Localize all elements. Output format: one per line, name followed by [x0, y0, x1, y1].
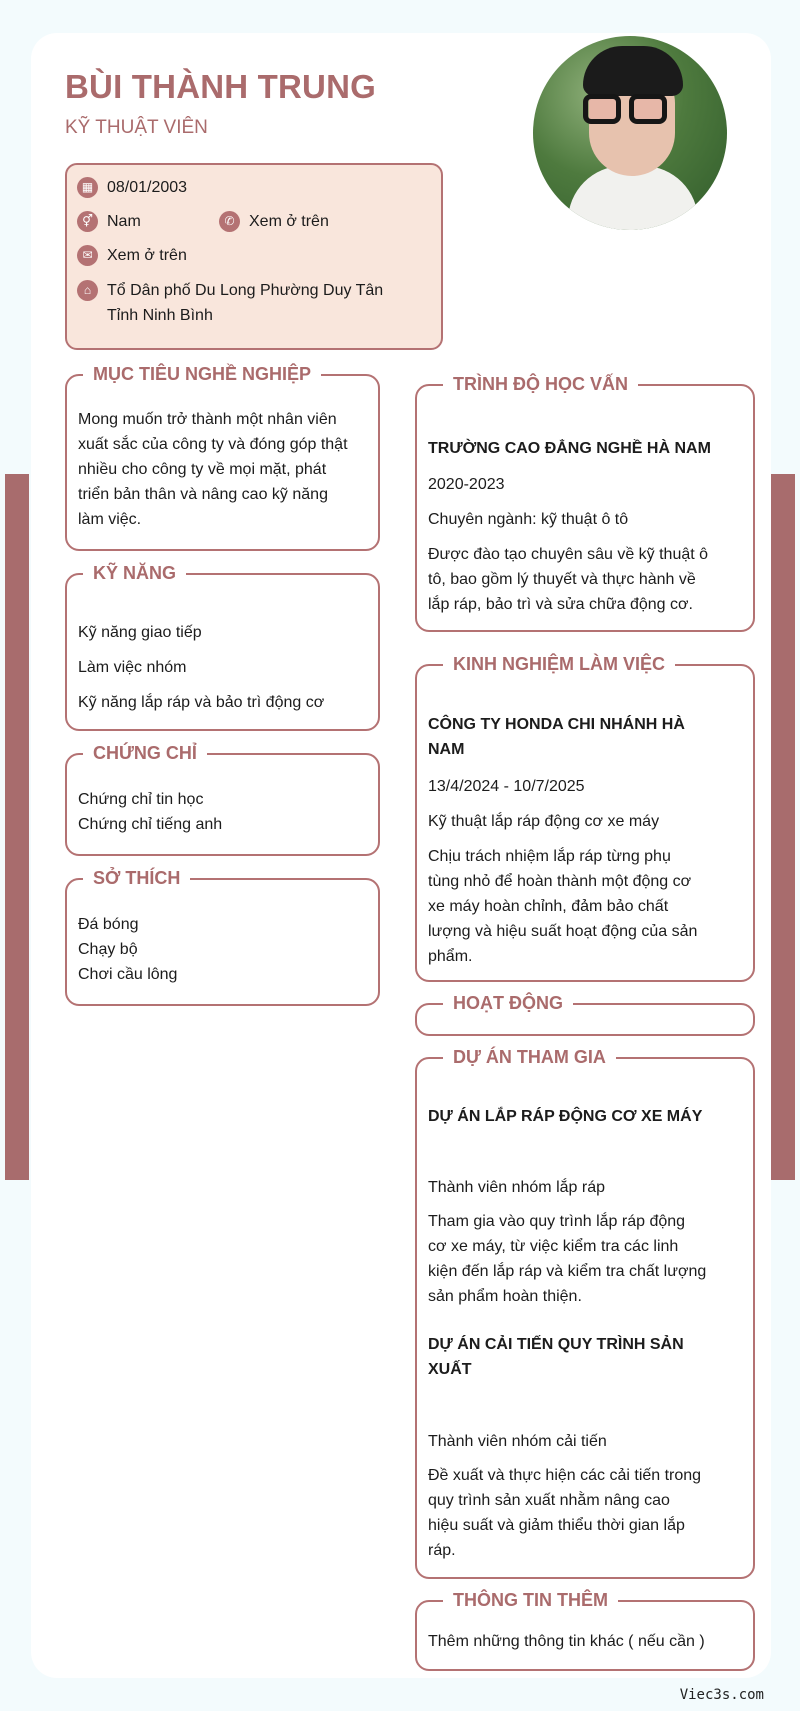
phone-icon: ✆ [219, 211, 240, 232]
experience-role: Kỹ thuật lắp ráp động cơ xe máy [428, 813, 660, 830]
experience-description [428, 844, 697, 969]
project-desc-line: hiệu suất và giảm thiểu thời gian lắp [428, 1517, 685, 1534]
experience-company [428, 712, 685, 762]
experience-title: KINH NGHIỆM LÀM VIỆC [443, 653, 675, 675]
education-desc-line: Được đào tạo chuyên sâu về kỹ thuật ô [428, 546, 709, 563]
skill-item: Kỹ năng lắp ráp và bảo trì động cơ [78, 694, 325, 711]
experience-section [415, 654, 755, 982]
objective-line: triển bản thân và nâng cao kỹ năng [78, 486, 328, 503]
skills-section [65, 563, 380, 731]
project-description [428, 1209, 706, 1309]
project-desc-line: Đề xuất và thực hiện các cải tiến trong [428, 1467, 702, 1484]
project-name-line: XUẤT [428, 1361, 472, 1378]
extra-info-title: THÔNG TIN THÊM [443, 1589, 618, 1611]
calendar-icon: ▦ [77, 177, 98, 198]
extra-info-text: Thêm những thông tin khác ( nếu cần ) [428, 1633, 705, 1650]
gender-icon: ⚥ [77, 211, 98, 232]
phone-value: Xem ở trên [249, 213, 329, 230]
objective-line: xuất sắc của công ty và đóng góp thật [78, 436, 348, 453]
project-desc-line: ráp. [428, 1542, 456, 1559]
experience-company-line: NAM [428, 741, 465, 758]
certificate-item: Chứng chỉ tiếng anh [78, 816, 223, 833]
birthday-value: 08/01/2003 [107, 179, 188, 196]
activities-title: HOẠT ĐỘNG [443, 992, 573, 1014]
education-section [415, 374, 755, 632]
address-line-2: Tỉnh Ninh Bình [107, 307, 213, 324]
certificates-section [65, 743, 380, 856]
contact-gender [77, 209, 141, 234]
avatar-glasses-left [583, 94, 621, 124]
project-desc-line: sản phẩm hoàn thiện. [428, 1288, 582, 1305]
address-line-1: Tổ Dân phố Du Long Phường Duy Tân [107, 282, 384, 299]
project-name: DỰ ÁN LẮP RÁP ĐỘNG CƠ XE MÁY [428, 1108, 703, 1125]
skill-item: Kỹ năng giao tiếp [78, 624, 202, 641]
extra-info-section [415, 1590, 755, 1671]
hobby-item: Đá bóng [78, 916, 139, 933]
watermark: Viec3s.com [679, 1687, 764, 1703]
candidate-position: KỸ THUẬT VIÊN [65, 117, 208, 138]
education-title: TRÌNH ĐỘ HỌC VẤN [443, 373, 638, 395]
education-desc-line: lắp ráp, bảo trì và sửa chữa động cơ. [428, 596, 693, 613]
project-description [428, 1463, 701, 1563]
contact-email [77, 243, 187, 268]
education-school: TRƯỜNG CAO ĐẲNG NGHỀ HÀ NAM [428, 440, 711, 457]
experience-period: 13/4/2024 - 10/7/2025 [428, 778, 585, 795]
contact-phone [219, 209, 329, 234]
contact-address [77, 278, 383, 328]
objective-line: Mong muốn trở thành một nhân viên [78, 411, 337, 428]
gender-value: Nam [107, 213, 141, 230]
projects-section [415, 1047, 755, 1579]
project-name-line: DỰ ÁN CẢI TIẾN QUY TRÌNH SẢN [428, 1336, 684, 1353]
education-major: Chuyên ngành: kỹ thuật ô tô [428, 511, 629, 528]
project-role: Thành viên nhóm cải tiến [428, 1433, 607, 1450]
education-description [428, 542, 708, 617]
experience-desc-line: phẩm. [428, 948, 473, 965]
avatar-hair [583, 46, 683, 96]
email-icon: ✉ [77, 245, 98, 266]
certificates-title: CHỨNG CHỈ [83, 742, 207, 764]
experience-company-line: CÔNG TY HONDA CHI NHÁNH HÀ [428, 716, 685, 733]
avatar [533, 36, 727, 230]
objective-line: nhiều cho công ty về mọi mặt, phát [78, 461, 327, 478]
email-value: Xem ở trên [107, 247, 187, 264]
certificate-item: Chứng chỉ tin học [78, 791, 204, 808]
decorative-side-bar-left [5, 474, 29, 1180]
project-role: Thành viên nhóm lắp ráp [428, 1179, 605, 1196]
home-icon: ⌂ [77, 280, 98, 301]
candidate-name: BÙI THÀNH TRUNG [65, 68, 376, 105]
education-period: 2020-2023 [428, 476, 505, 493]
project-desc-line: Tham gia vào quy trình lắp ráp động [428, 1213, 686, 1230]
projects-title: DỰ ÁN THAM GIA [443, 1046, 616, 1068]
skills-title: KỸ NĂNG [83, 562, 186, 584]
skill-item: Làm việc nhóm [78, 659, 187, 676]
objective-section [65, 364, 380, 551]
experience-desc-line: tùng nhỏ để hoàn thành một động cơ [428, 873, 692, 890]
contact-birthday [77, 175, 187, 200]
hobbies-section [65, 868, 380, 1006]
project-desc-line: kiện đến lắp ráp và kiểm tra chất lượng [428, 1263, 707, 1280]
objective-title: MỤC TIÊU NGHỀ NGHIỆP [83, 363, 321, 385]
project-name [428, 1332, 684, 1382]
contact-box [65, 163, 443, 350]
decorative-side-bar-right [771, 474, 795, 1180]
experience-desc-line: lượng và hiệu suất hoạt động của sản [428, 923, 698, 940]
avatar-glasses-right [629, 94, 667, 124]
hobbies-title: SỞ THÍCH [83, 867, 190, 889]
objective-line: làm việc. [78, 511, 142, 528]
experience-desc-line: xe máy hoàn chỉnh, đảm bảo chất [428, 898, 669, 915]
experience-desc-line: Chịu trách nhiệm lắp ráp từng phụ [428, 848, 671, 865]
hobby-item: Chạy bộ [78, 941, 138, 958]
activities-section [415, 993, 755, 1036]
education-desc-line: tô, bao gồm lý thuyết và thực hành về [428, 571, 696, 588]
project-desc-line: quy trình sản xuất nhằm nâng cao [428, 1492, 670, 1509]
project-desc-line: cơ xe máy, từ việc kiểm tra các linh [428, 1238, 679, 1255]
objective-text [78, 407, 369, 532]
hobby-item: Chơi cầu lông [78, 966, 178, 983]
